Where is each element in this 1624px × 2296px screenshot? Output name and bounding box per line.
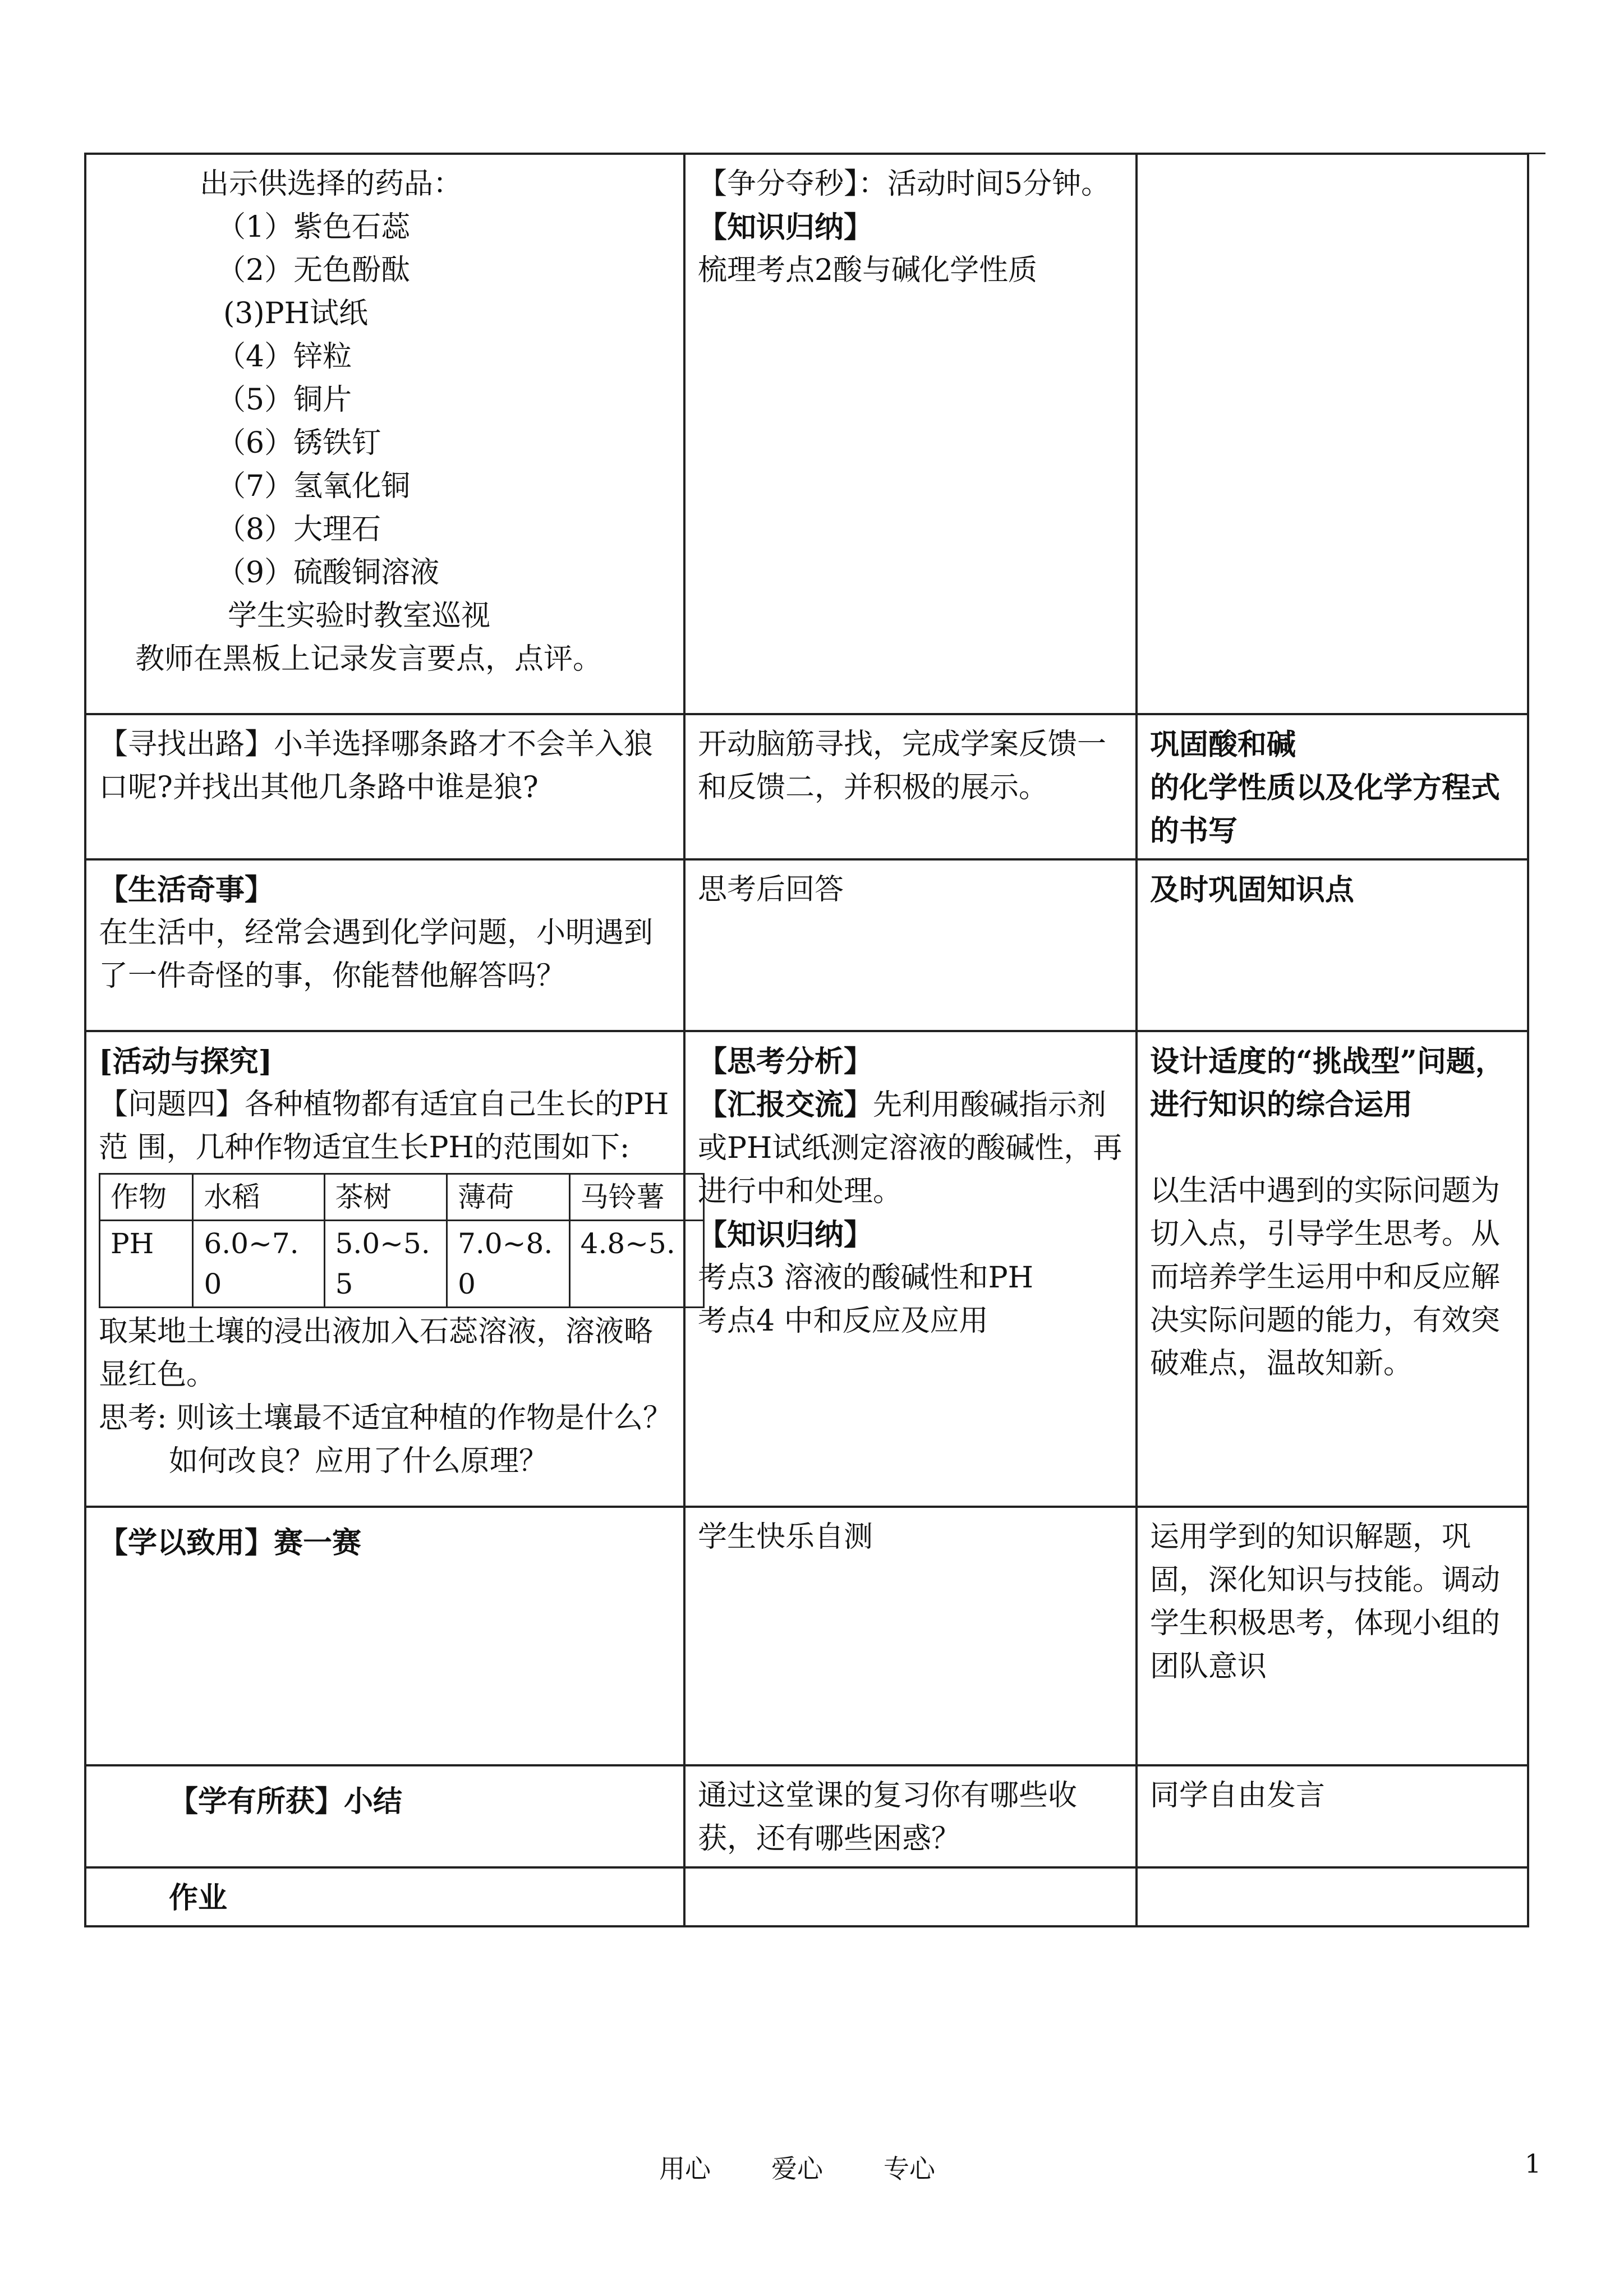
activity-text: 思考: 则该土壤最不适宜种植的作物是什么？ — [99, 1401, 673, 1435]
material-item: （7）氢氧化铜 — [217, 470, 411, 503]
table-row — [85, 154, 1528, 714]
student-line: 考点4 中和反应及应用 — [698, 1304, 988, 1338]
ph-table-cell: 水稻 — [193, 1174, 324, 1221]
footer-motto: 爱心 — [771, 2154, 823, 2184]
ph-table-cell: PH — [100, 1221, 193, 1308]
intent-cell — [1137, 859, 1528, 1031]
activity-text: 【问题四】各种植物都有适宜自己生长的PH范 围，几种作物适宜生长PH的范围如下: — [99, 1088, 669, 1165]
activity-text: 在生活中，经常会遇到化学问题，小明遇到了一件奇怪的事，你能替他解答吗？ — [99, 916, 654, 993]
student-line: 【知识归纳】 — [698, 210, 873, 245]
material-item: （1）紫色石蕊 — [217, 210, 411, 244]
student-cell — [684, 714, 1137, 859]
student-text: 通过这堂课的复习你有哪些收获，还有哪些困惑？ — [698, 1779, 1078, 1856]
intent-text: 同学自由发言 — [1150, 1779, 1326, 1812]
material-item: （5）铜片 — [217, 383, 352, 417]
table-row — [85, 1507, 1528, 1765]
intent-line: 的化学性质以及化学方程式的书写 — [1150, 771, 1501, 848]
ph-table-cell: 薄荷 — [447, 1174, 570, 1221]
student-cell — [684, 1031, 1137, 1507]
student-line: 考点3 溶液的酸碱性和PH — [698, 1261, 1033, 1295]
activity-title: [活动与探究] — [99, 1045, 273, 1079]
intent-text: 运用学到的知识解题，巩固，深化知识与技能。调动学生积极思考，体现小组的团队意识 — [1150, 1520, 1501, 1683]
student-line: 【知识归纳】 — [698, 1218, 873, 1252]
ph-table-cell: 作物 — [100, 1174, 193, 1221]
ph-table-cell: 7.0~8.0 — [447, 1221, 570, 1308]
table-row — [85, 1765, 1528, 1867]
student-cell — [684, 154, 1137, 714]
material-item: （9）硫酸铜溶液 — [217, 556, 440, 590]
ph-table-cell: 6.0~7.0 — [193, 1221, 324, 1308]
material-item: （2）无色酚酞 — [217, 254, 411, 287]
intent-cell — [1137, 714, 1528, 859]
ph-table-row — [100, 1221, 704, 1308]
activity-cell — [85, 1507, 684, 1765]
ph-table — [99, 1173, 705, 1308]
intent-text: 及时巩固知识点 — [1150, 873, 1355, 907]
footer-motto: 用心 — [659, 2154, 711, 2184]
intent-cell — [1137, 1031, 1528, 1507]
ph-table-cell: 4.8~5. — [569, 1221, 703, 1308]
ph-table-header — [100, 1174, 704, 1221]
table-row — [85, 859, 1528, 1031]
lesson-plan-table — [84, 153, 1529, 1927]
activity-title: 【生活奇事】 — [99, 873, 274, 907]
activity-text: 取某地土壤的浸出液加入石蕊溶液，溶液略显红色。 — [99, 1315, 654, 1392]
material-item: （8）大理石 — [217, 513, 381, 546]
activity-cell — [85, 1765, 684, 1867]
table-row — [85, 714, 1528, 859]
intent-line: 巩固酸和碱 — [1150, 728, 1296, 762]
activity-cell — [85, 154, 684, 714]
ph-table-cell: 5.0~5.5 — [324, 1221, 447, 1308]
intent-line: 设计适度的“挑战型”问题，进行知识的综合运用 — [1150, 1045, 1505, 1122]
page-footer — [0, 2148, 1624, 2193]
ph-table-cell: 茶树 — [324, 1174, 447, 1221]
student-text: 学生快乐自测 — [698, 1520, 873, 1554]
intent-text: 以生活中遇到的实际问题为切入点，引导学生思考。从而培养学生运用中和反应解决实际问题的能力，有效突破难点，温故知新。 — [1150, 1174, 1501, 1381]
page-number: 1 — [1525, 2148, 1542, 2179]
ph-table-cell: 马铃薯 — [569, 1174, 703, 1221]
teacher-note: 教师在黑板上记录发言要点，点评。 — [135, 642, 602, 676]
student-cell — [684, 1507, 1137, 1765]
intent-cell — [1137, 1507, 1528, 1765]
activity-cell — [85, 714, 684, 859]
footer-motto: 专心 — [884, 2154, 935, 2184]
table-row — [85, 1031, 1528, 1507]
student-cell — [684, 859, 1137, 1031]
student-cell — [684, 1765, 1137, 1867]
materials-intro: 出示供选择的药品： — [200, 167, 463, 201]
student-line: 【思考分析】 — [698, 1045, 873, 1079]
student-text: 先利用酸碱指示剂或PH试纸测定溶液的酸碱性，再进行中和处理。 — [698, 1088, 1122, 1208]
activity-cell — [85, 1867, 684, 1926]
intent-cell — [1137, 154, 1528, 714]
material-item: （6）锈铁钉 — [217, 426, 381, 460]
student-label: 【汇报交流】 — [698, 1088, 873, 1122]
intent-cell — [1137, 1765, 1528, 1867]
material-item: (3)PH试纸 — [223, 297, 368, 330]
activity-text: 如何改良？应用了什么原理？ — [169, 1444, 549, 1478]
student-text: 思考后回答 — [698, 873, 844, 907]
activity-title: 【学以致用】赛一赛 — [99, 1526, 362, 1560]
student-text: 开动脑筋寻找，完成学案反馈一和反馈二，并积极的展示。 — [698, 728, 1107, 804]
teacher-note: 学生实验时教室巡视 — [228, 599, 491, 633]
activity-text: 【寻找出路】小羊选择哪条路才不会羊入狼口呢?并找出其他几条路中谁是狼? — [99, 728, 654, 804]
material-item: （4）锌粒 — [217, 340, 352, 374]
intent-cell — [1137, 1867, 1528, 1926]
activity-title: 【学有所获】小结 — [169, 1784, 403, 1819]
activity-cell — [85, 1031, 684, 1507]
table-row — [85, 1867, 1528, 1926]
activity-cell — [85, 859, 684, 1031]
student-cell — [684, 1867, 1137, 1926]
student-line: 梳理考点2酸与碱化学性质 — [698, 254, 1038, 287]
activity-title: 作业 — [169, 1881, 228, 1915]
student-line: 【争分夺秒】：活动时间5分钟。 — [698, 167, 1111, 201]
